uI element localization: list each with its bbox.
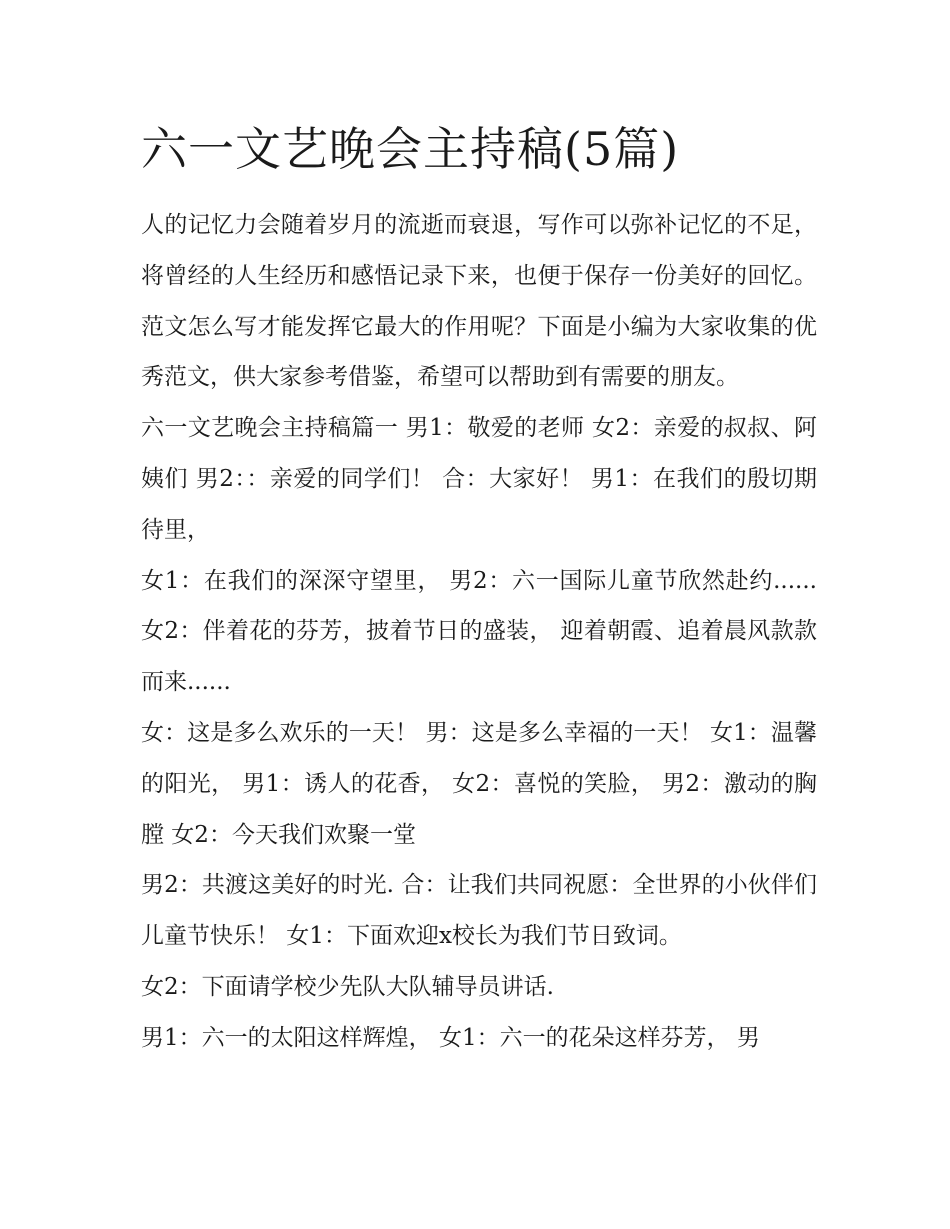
paragraph-celebration: 女：这是多么欢乐的一天！ 男：这是多么幸福的一天！ 女1：温馨的阳光， 男1：诱人的花香， 女2：喜悦的笑脸， 男2：激动的胸膛 女2：今天我们欢聚一堂: [141, 719, 817, 848]
paragraph-wishes: 男2：共渡这美好的时光. 合：让我们共同祝愿：全世界的小伙伴们儿童节快乐！ 女1：下面欢迎x校长为我们节日致词。: [141, 872, 817, 950]
document-body: [141, 118, 817, 1064]
paragraph-speech: 女2：下面请学校少先队大队辅导员讲话.: [141, 973, 554, 1000]
paragraph-intro: 人的记忆力会随着岁月的流逝而衰退，写作可以弥补记忆的不足，将曾经的人生经历和感悟记录下来，也便于保存一份美好的回忆。范文怎么写才能发挥它最大的作用呢？下面是小编为大家收集的优秀范文，供大家参考借鉴，希望可以帮助到有需要的朋友。: [141, 212, 817, 391]
paragraph-opening: 六一文艺晚会主持稿篇一 男1：敬爱的老师 女2：亲爱的叔叔、阿姨们 男2：：亲爱的同学们！ 合：大家好！ 男1：在我们的殷切期待里，: [141, 415, 817, 543]
document-title: 六一文艺晚会主持稿(5篇): [141, 122, 680, 176]
paragraph-welcome: 女1：在我们的深深守望里， 男2：六一国际儿童节欣然赴约...... 女2：伴着花的芬芳，披着节日的盛装， 迎着朝霞、追着晨风款款而来......: [141, 567, 817, 696]
paragraph-sun: 男1：六一的太阳这样辉煌， 女1：六一的花朵这样芬芳， 男: [141, 1024, 760, 1051]
